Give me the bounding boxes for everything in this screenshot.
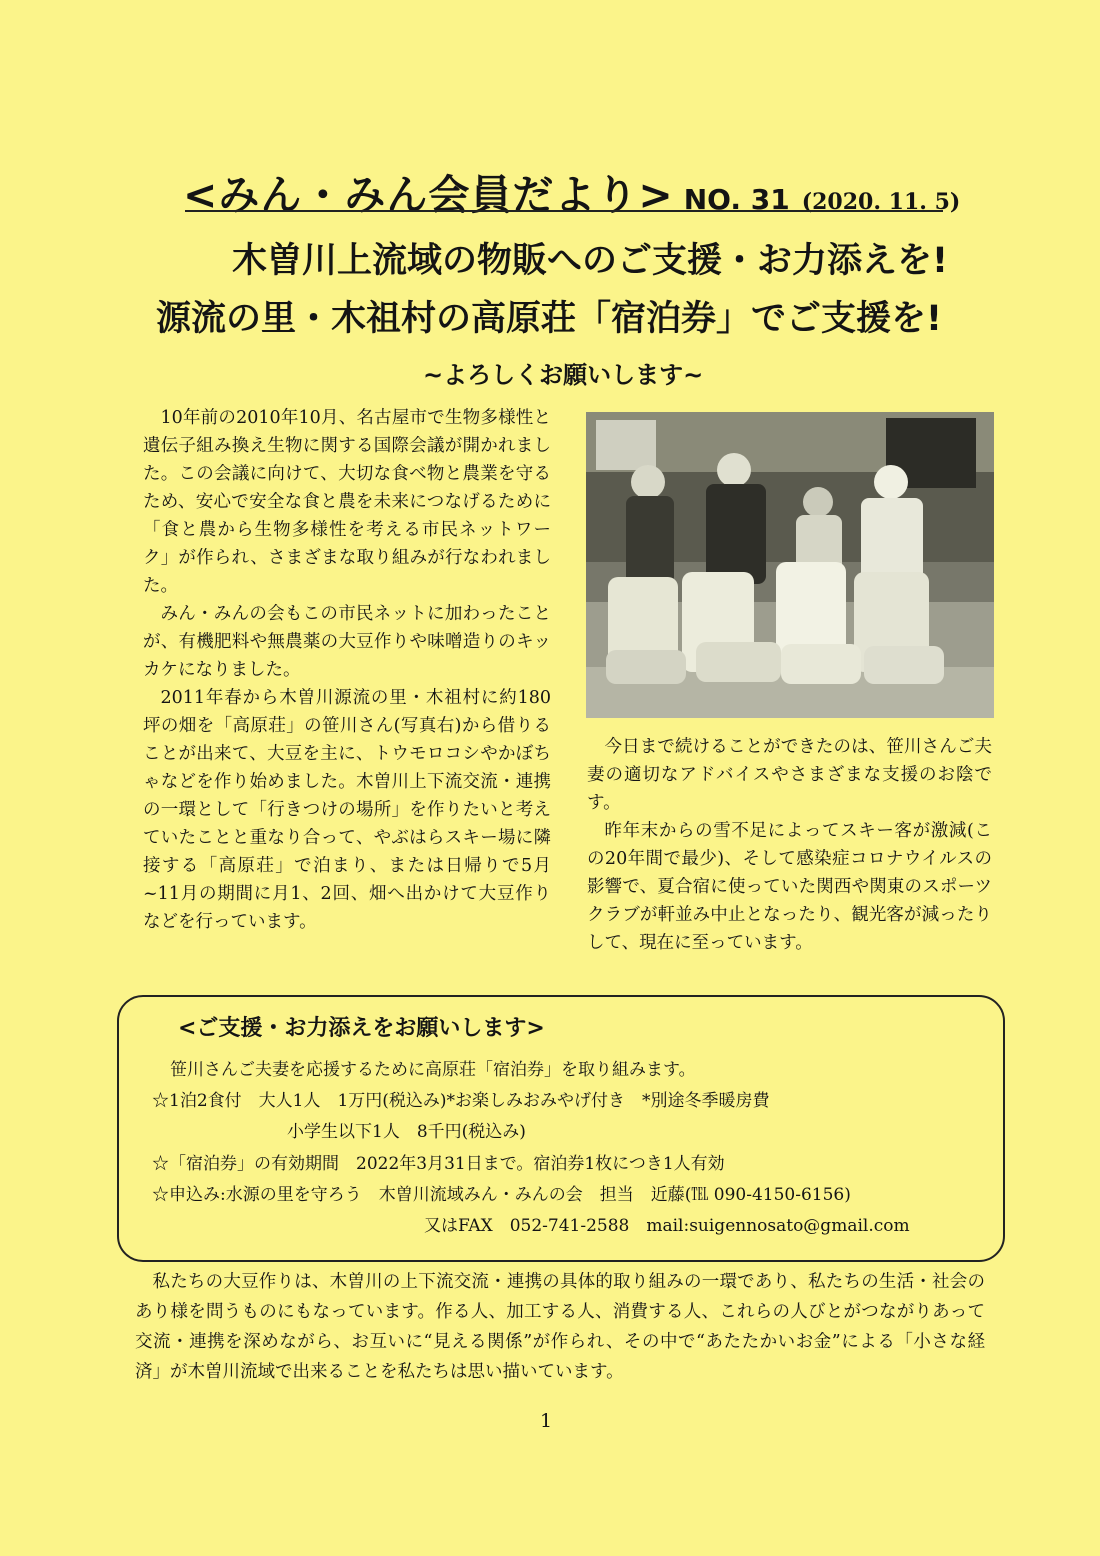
left-article-column [143, 404, 551, 936]
issue-number: NO. 31 [683, 183, 790, 216]
right-article-column [587, 733, 992, 957]
support-box-title: <ご支援・お力添えをお願いします> [178, 1016, 545, 1041]
price-adult: ☆1泊2食付 大人1人 1万円(税込み)*お楽しみおみやげ付き *別途冬季暖房費 [152, 1091, 770, 1111]
left-paragraph-2: みん・みんの会もこの市民ネットに加わったことが、有機肥料や無農薬の大豆作りや味噌造りのキッカケになりました。 [143, 604, 551, 680]
price-child: 小学生以下1人 8千円(税込み) [287, 1122, 526, 1142]
right-paragraph-1: 今日まで続けることができたのは、笹川さんご夫妻の適切なアドバイスやさまざまな支援のお陰です。 [587, 737, 992, 813]
masthead [183, 162, 963, 219]
closing-paragraph [135, 1267, 985, 1387]
fax-and-mail: 又はFAX 052-741-2588 mail:suigennosato@gmail.com [424, 1216, 910, 1236]
left-paragraph-1: 10年前の2010年10月、名古屋市で生物多様性と遺伝子組み換え生物に関する国際会議が開かれました。この会議に向けて、大切な食べ物と農業を守るため、安心で安全な食と農を未来につなげるために「食と農から生物多様性を考える市民ネットワーク」が作られ、さまざまな取り組みが行なわれました。 [143, 408, 551, 596]
headline-3: ~よろしくお願いします~ [423, 361, 704, 389]
masthead-underline [185, 210, 943, 212]
right-paragraph-2: 昨年末からの雪不足によってスキー客が激減(この20年間で最少)、そして感染症コロナウイルスの影響で、夏合宿に使っていた関西や関東のスポーツクラブが軒並み中止となったり、観光客が減ったりして、現在に至っています。 [587, 821, 992, 953]
left-paragraph-3: 2011年春から木曽川源流の里・木祖村に約180坪の畑を「高原荘」の笹川さん(写真右)から借りることが出来て、大豆を主に、トウモロコシやかぼちゃなどを作り始めました。木曽川上下流交流・連携の一環として「行きつけの場所」を作りたいと考えていたことと重なり合って、やぶはらスキー場に隣接する「高原荘」で泊まり、または日帰りで5月~11月の期間に月1、2回、畑へ出かけて大豆作りなどを行っています。 [143, 688, 551, 932]
closing-text: 私たちの大豆作りは、木曽川の上下流交流・連携の具体的取り組みの一環であり、私たちの生活・社会のあり様を問うものにもなっています。作る人、加工する人、消費する人、これらの人びとがつながりあって交流・連携を深めながら、お互いに“見える関係”が作られ、その中で“あたたかいお金”による「小さな経済」が木曽川流域で出来ることを私たちは思い描いています。 [135, 1272, 985, 1382]
ticket-validity: ☆「宿泊券」の有効期間 2022年3月31日まで。宿泊券1枚につき1人有効 [152, 1154, 725, 1174]
page-number: 1 [540, 1410, 553, 1432]
support-intro: 笹川さんご夫妻を応援するために高原荘「宿泊券」を取り組みます。 [170, 1060, 696, 1080]
issue-date: (2020. 11. 5) [801, 189, 961, 215]
group-photo [586, 412, 994, 718]
newsletter-title: <みん・みん会員だより> [183, 171, 674, 219]
headline-1: 木曽川上流域の物販へのご支援・お力添えを! [232, 241, 948, 281]
photo-illustration [586, 412, 994, 718]
application-contact: ☆申込み:水源の里を守ろう 木曽川流域みん・みんの会 担当 近藤(℡ 090-4150-6156) [152, 1185, 851, 1205]
headline-2: 源流の里・木祖村の高原荘「宿泊券」でご支援を! [156, 299, 942, 339]
